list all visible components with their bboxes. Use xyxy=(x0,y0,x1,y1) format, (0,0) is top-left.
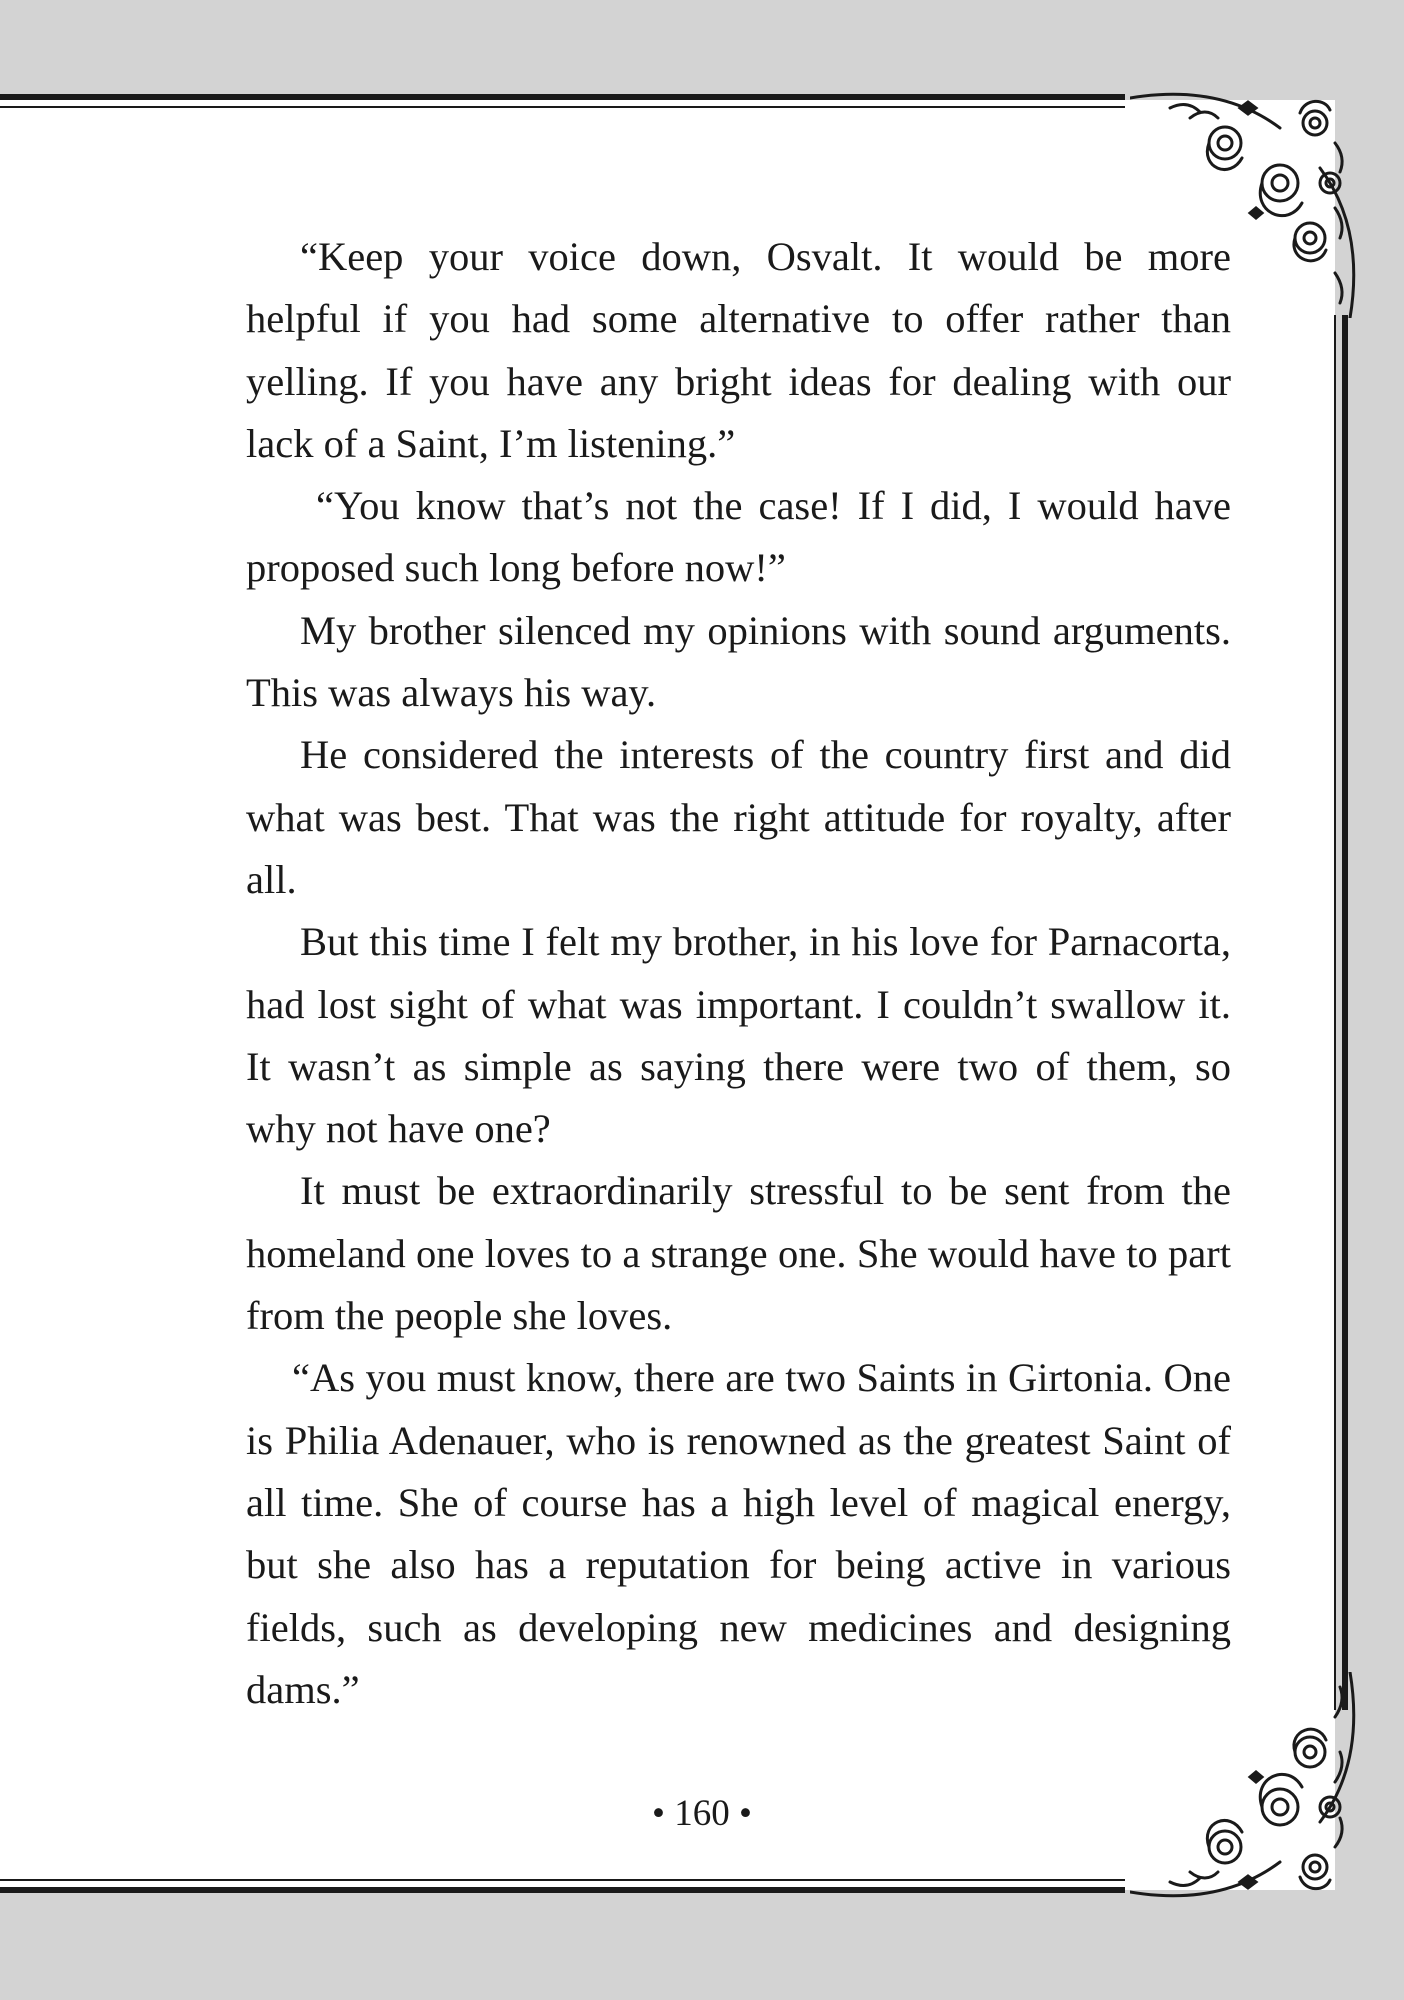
paragraph-5: But this time I felt my brother, in his love for Parnacorta, had lost sight of what was important. I couldn’t swallow it. It wasn’t as simple as saying there were two of them, so why not have one? xyxy=(246,919,1231,1152)
paragraph-6: It must be extraordinarily stressful to be sent from the homeland one loves to a strange one. She would have to part from the people she loves. xyxy=(246,1168,1231,1339)
top-border-thin xyxy=(0,106,1125,108)
paragraph-4: He considered the interests of the country first and did what was best. That was the right attitude for royalty, after all. xyxy=(246,732,1231,902)
right-border-thick xyxy=(1342,315,1348,1710)
paragraph-7: “As you must know, there are two Saints in Girtonia. One is Philia Adenauer, who is renowned as the greatest Saint of all time. She of course has a high level of magical energy, but she also has a reputation for being active in various fields, such as developing new medicines and designing dams.” xyxy=(246,1355,1231,1712)
top-border-thick xyxy=(0,94,1125,100)
paragraph-1: “Keep your voice down, Osvalt. It would be more helpful if you had some alternative to offer rather than yelling. If you have any bright ideas for dealing with our lack of a Saint, I’m listening.” xyxy=(246,234,1231,466)
paragraph-2: “You know that’s not the case! If I did, I would have proposed such long before now!” xyxy=(246,483,1231,591)
right-border-thin xyxy=(1334,315,1336,1710)
bottom-border-thick xyxy=(0,1887,1125,1893)
page-number: • 160 • xyxy=(652,1793,752,1834)
bottom-border-thin xyxy=(0,1879,1125,1881)
body-text xyxy=(246,226,1231,1721)
paragraph-3: My brother silenced my opinions with sound arguments. This was always his way. xyxy=(246,607,1231,716)
